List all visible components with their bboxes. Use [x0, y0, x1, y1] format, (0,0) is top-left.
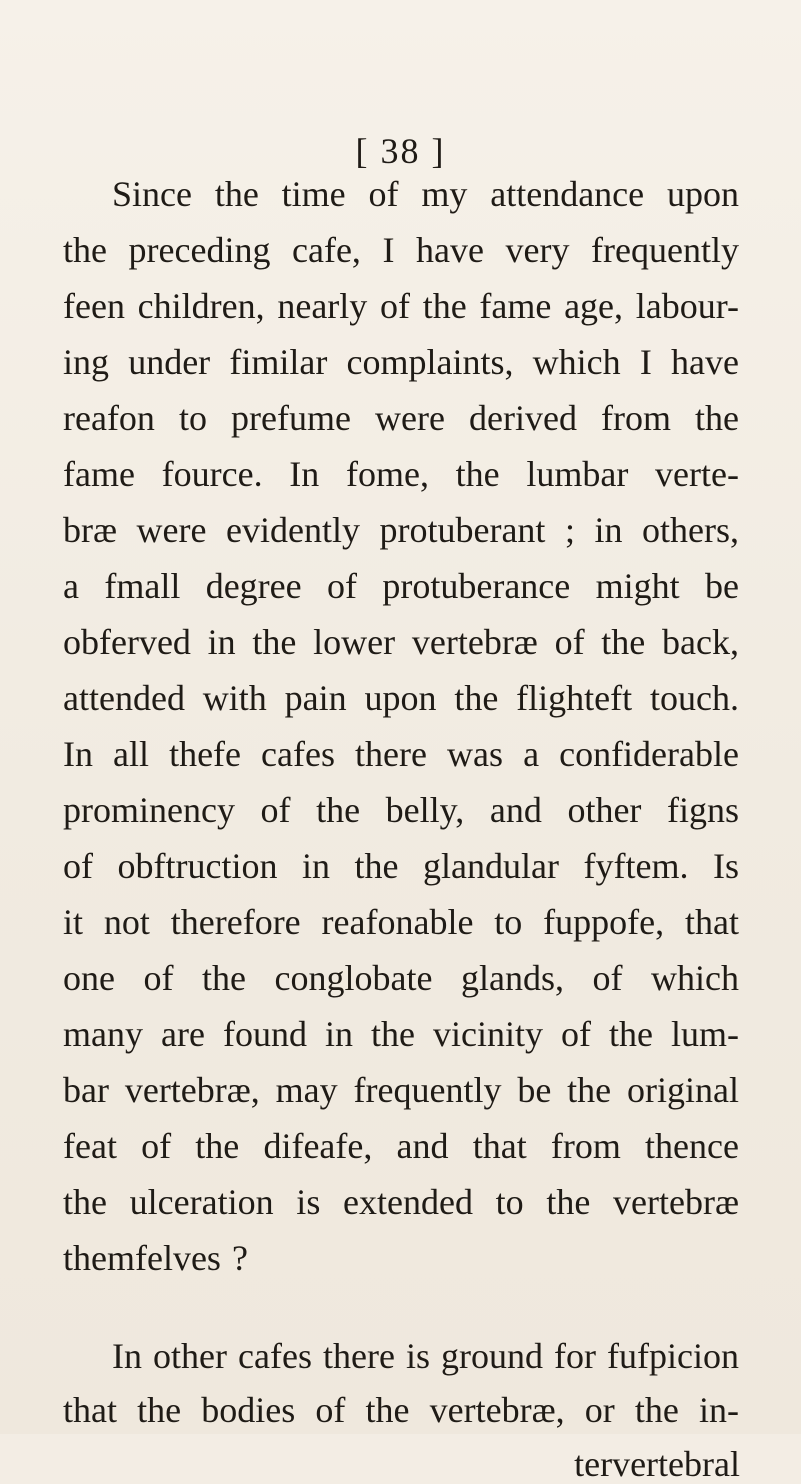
text-line: bar vertebræ, may frequently be the original [63, 1070, 739, 1110]
text-line: attended with pain upon the flighteft touch. [63, 678, 739, 718]
text-line: themfelves ? [63, 1238, 248, 1278]
text-line: the ulceration is extended to the vertebræ [63, 1182, 739, 1222]
text-line: ing under fimilar complaints, which I have [63, 342, 739, 382]
text-line: the preceding cafe, I have very frequently [63, 230, 739, 270]
text-line: that the bodies of the vertebræ, or the in- [63, 1390, 739, 1430]
text-line: In other cafes there is ground for fufpicion [112, 1336, 739, 1376]
text-line: Since the time of my attendance upon [112, 174, 739, 214]
text-line: feen children, nearly of the fame age, labour- [63, 286, 739, 326]
text-line: reafon to prefume were derived from the [63, 398, 739, 438]
text-line: many are found in the vicinity of the lum- [63, 1014, 739, 1054]
text-line: In all thefe cafes there was a confiderable [63, 734, 739, 774]
catchword: tervertebral [574, 1444, 740, 1484]
text-line: one of the conglobate glands, of which [63, 958, 739, 998]
text-line: it not therefore reafonable to fuppofe, that [63, 902, 739, 942]
text-line: feat of the difeafe, and that from thence [63, 1126, 739, 1166]
text-line: bræ were evidently protuberant ; in others, [63, 510, 739, 550]
text-line: obferved in the lower vertebræ of the back, [63, 622, 739, 662]
text-line: fame fource. In fome, the lumbar verte- [63, 454, 739, 494]
text-line: prominency of the belly, and other figns [63, 790, 739, 830]
text-line: a fmall degree of protuberance might be [63, 566, 739, 606]
page-number: [ 38 ] [355, 131, 446, 171]
text-line: of obftruction in the glandular fyftem. Is [63, 846, 739, 886]
